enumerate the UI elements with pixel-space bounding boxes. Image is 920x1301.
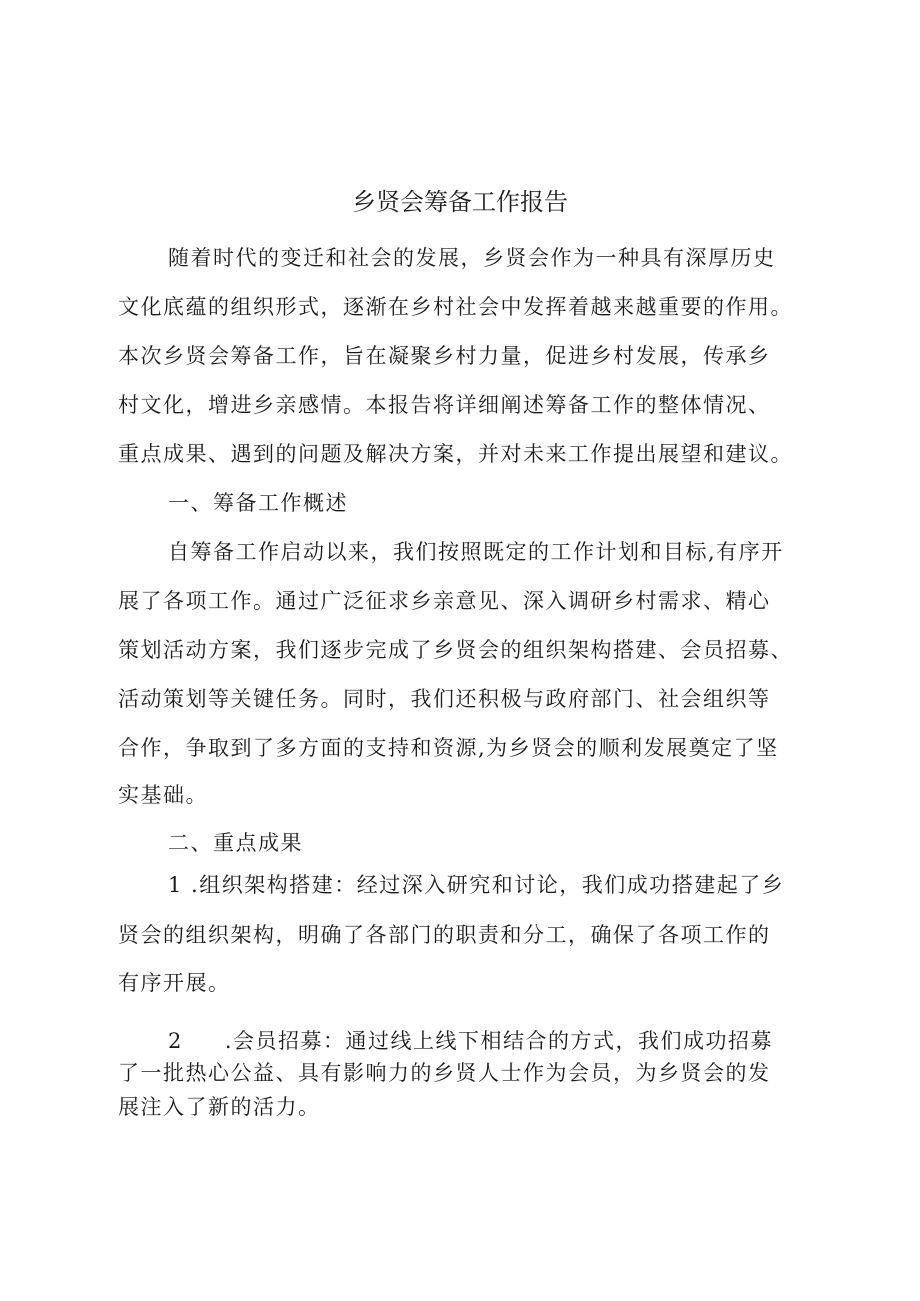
item2-line: 展注入了新的活力。 xyxy=(118,1095,321,1119)
section1-line: 策划活动方案，我们逐步完成了乡贤会的组织架构搭建、会员招募、 xyxy=(118,638,793,662)
item2-line: 了一批热心公益、具有影响力的乡贤人士作为会员，为乡贤会的发 xyxy=(118,1061,771,1085)
section2-heading: 二、重点成果 xyxy=(168,831,303,855)
section1-line: 合作，争取到了多方面的支持和资源,为乡贤会的顺利发展奠定了坚 xyxy=(118,736,779,760)
item2-number: 2 xyxy=(168,1029,183,1053)
section1-line: 展了各项工作。通过广泛征求乡亲意见、深入调研乡村需求、精心 xyxy=(118,589,771,613)
item1-line: 1 .组织架构搭建：经过深入研究和讨论，我们成功搭建起了乡 xyxy=(168,873,785,897)
intro-line: 重点成果、遇到的问题及解决方案，并对未来工作提出展望和建议。 xyxy=(118,442,793,466)
document-title: 乡贤会筹备工作报告 xyxy=(352,188,568,216)
item1-line: 有序开展。 xyxy=(118,971,231,995)
section1-heading: 一、筹备工作概述 xyxy=(168,491,348,515)
section1-line: 活动策划等关键任务。同时，我们还积极与政府部门、社会组织等 xyxy=(118,687,771,711)
item2-first-line xyxy=(168,1026,773,1056)
intro-line: 本次乡贤会筹备工作，旨在凝聚乡村力量，促进乡村发展，传承乡 xyxy=(118,344,771,368)
intro-line: 随着时代的变迁和社会的发展，乡贤会作为一种具有深厚历史 xyxy=(168,246,776,270)
section1-line: 自筹备工作启动以来，我们按照既定的工作计划和目标,有序开 xyxy=(168,540,784,564)
intro-line: 村文化，增进乡亲感情。本报告将详细阐述筹备工作的整体情况、 xyxy=(118,393,771,417)
item1-line: 贤会的组织架构，明确了各部门的职责和分工，确保了各项工作的 xyxy=(118,923,771,947)
item2-text: .会员招募：通过线上线下相结合的方式，我们成功招募 xyxy=(224,1029,774,1053)
section1-line: 实基础。 xyxy=(118,783,208,807)
intro-line: 文化底蕴的组织形式，逐渐在乡村社会中发挥着越来越重要的作用。 xyxy=(118,295,793,319)
